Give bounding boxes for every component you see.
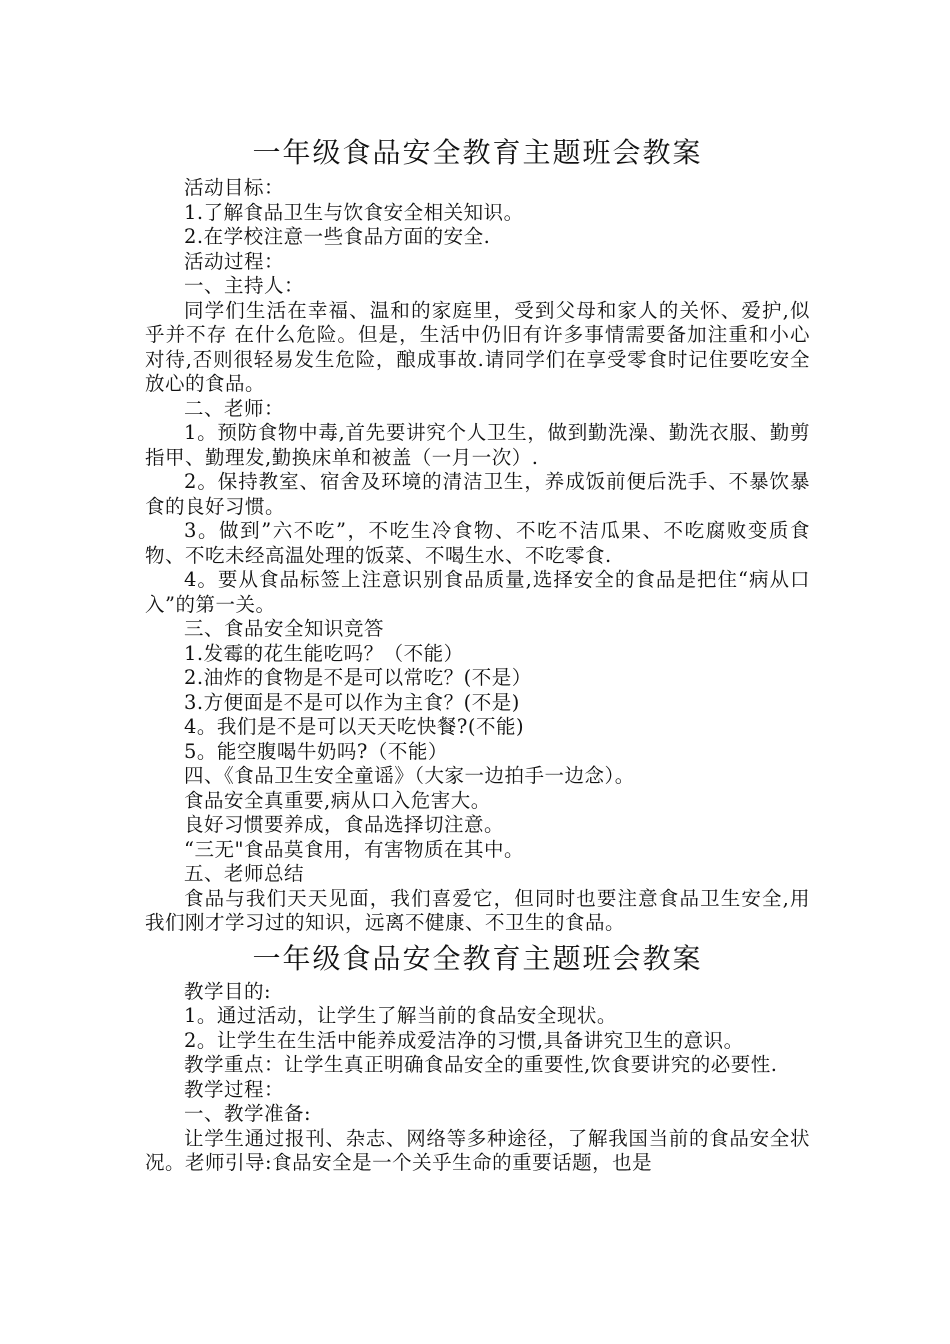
paragraph: 一、教学准备: (184, 1102, 312, 1125)
section-2-title: 一年级食品安全教育主题班会教案 (252, 941, 703, 975)
paragraph: 3.方便面是不是可以作为主食？(不是) (184, 690, 520, 714)
paragraph: 2。保持教室、宿舍及环境的清洁卫生，养成饭前便后洗手、不暴饮暴食的良好习惯。 (145, 470, 810, 518)
section-1-title: 一年级食品安全教育主题班会教案 (252, 136, 703, 169)
paragraph: 3。做到”六不吃”，不吃生冷食物、不吃不洁瓜果、不吃腐败变质食物、不吃未经高温处理的饭菜、不喝生水、不吃零食. (145, 519, 810, 567)
paragraph: 2。让学生在生活中能养成爱洁净的习惯,具备讲究卫生的意识。 (184, 1028, 744, 1052)
paragraph: 四、《食品卫生安全童谣》（大家一边拍手一边念）。 (184, 764, 635, 787)
paragraph: 良好习惯要养成，食品选择切注意。 (184, 813, 505, 836)
paragraph: 食品安全真重要,病从口入危害大。 (184, 788, 491, 812)
paragraph: 三、食品安全知识竞答 (184, 617, 385, 640)
paragraph: 4。要从食品标签上注意识别食品质量,选择安全的食品是把住“病从口入”的第一关。 (145, 568, 810, 616)
paragraph: 让学生通过报刊、杂志、网络等多种途径，了解我国当前的食品安全状况。老师引导:食品安全是一个关乎生命的重要话题，也是 (145, 1126, 810, 1174)
paragraph: 1。通过活动，让学生了解当前的食品安全现状。 (184, 1004, 617, 1027)
paragraph: 五、老师总结 (184, 862, 305, 885)
document-body (145, 134, 810, 1176)
paragraph: 4。我们是不是可以天天吃快餐?(不能) (184, 715, 525, 738)
paragraph: 食品与我们天天见面，我们喜爱它，但同时也要注意食品卫生安全,用我们刚才学习过的知识，远离不健康、不卫生的食品。 (145, 886, 810, 934)
paragraph: 1.了解食品卫生与饮食安全相关知识。 (184, 200, 524, 224)
paragraph: 教学过程： (184, 1077, 285, 1101)
paragraph: “三无"食品莫食用，有害物质在其中。 (184, 837, 524, 861)
paragraph: 2.油炸的食物是不是可以常吃？(不是） (184, 666, 532, 689)
paragraph: 活动过程： (184, 249, 285, 273)
paragraph: 5。能空腹喝牛奶吗?（不能） (184, 739, 448, 763)
paragraph: 2.在学校注意一些食品方面的安全. (184, 225, 491, 248)
paragraph: 二、老师： (184, 396, 285, 420)
paragraph: 同学们生活在幸福、温和的家庭里，受到父母和家人的关怀、爱护,似乎并不存 在什么危险。但是，生活中仍旧有许多事情需要备加注重和小心对待,否则很轻易发生危险，酿成事故.请同学们在享受零食时记住要吃安全放心的食品。 (145, 298, 810, 395)
paragraph: 1.发霉的花生能吃吗？（不能） (184, 641, 464, 665)
paragraph: 一、主持人： (184, 274, 305, 297)
paragraph: 活动目标： (184, 176, 285, 199)
section-1-body (145, 176, 810, 936)
paragraph: 教学重点：让学生真正明确食品安全的重要性,饮食要讲究的必要性. (184, 1053, 778, 1076)
section-2-body (145, 980, 810, 1176)
paragraph: 教学目的: (184, 979, 272, 1003)
paragraph: 1。预防食物中毒,首先要讲究个人卫生，做到勤洗澡、勤洗衣服、勤剪指甲、勤理发,勤换床单和被盖（一月一次）. (145, 421, 810, 469)
